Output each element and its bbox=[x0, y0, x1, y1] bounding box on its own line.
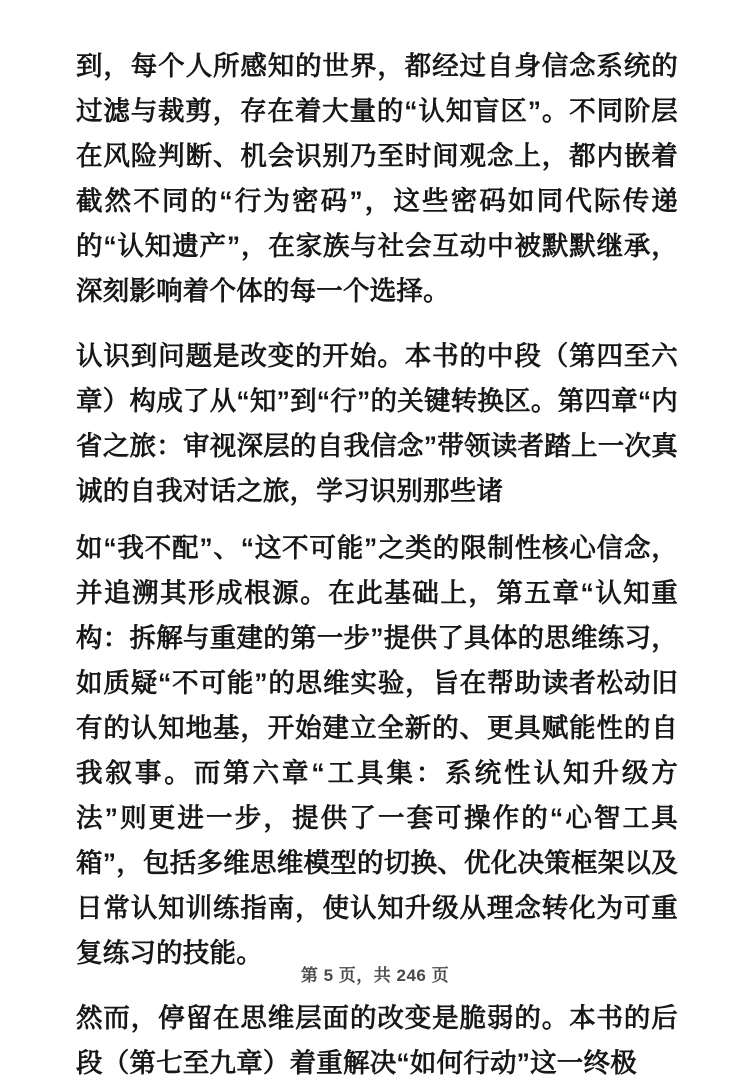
paragraph: 认识到问题是改变的开始。本书的中段（第四至六章）构成了从“知”到“行”的关键转换区。第四章“内省之旅：审视深层的自我信念”带领读者踏上一次真诚的自我对话之旅，学习识别那些诸 bbox=[76, 341, 678, 506]
paragraph: 如“我不配”、“这不可能”之类的限制性核心信念，并追溯其形成根源。在此基础上，第五章“认知重构：拆解与重建的第一步”提供了具体的思维练习，如质疑“不可能”的思维实验，旨在帮助读者松动旧有的认知地基，开始建立全新的、更具赋能性的自我叙事。而第六章“工具集：系统性认知升级方法”则更进一步，提供了一套可操作的“心智工具箱”，包括多维思维模型的切换、优化决策框架以及日常认知训练指南，使认知升级从理念转化为可重复练习的技能。 bbox=[76, 533, 678, 968]
page-content bbox=[76, 44, 678, 1086]
paragraph: 到，每个人所感知的世界，都经过自身信念系统的过滤与裁剪，存在着大量的“认知盲区”。不同阶层在风险判断、机会识别乃至时间观念上，都内嵌着截然不同的“行为密码”，这些密码如同代际传递的“认知遗产”，在家族与社会互动中被默默继承，深刻影响着个体的每一个选择。 bbox=[76, 51, 678, 306]
paragraph: 然而，停留在思维层面的改变是脆弱的。本书的后段（第七至九章）着重解决“如何行动”这一终极 bbox=[76, 1003, 678, 1078]
page-number-footer: 第 5 页，共 246 页 bbox=[300, 966, 450, 985]
